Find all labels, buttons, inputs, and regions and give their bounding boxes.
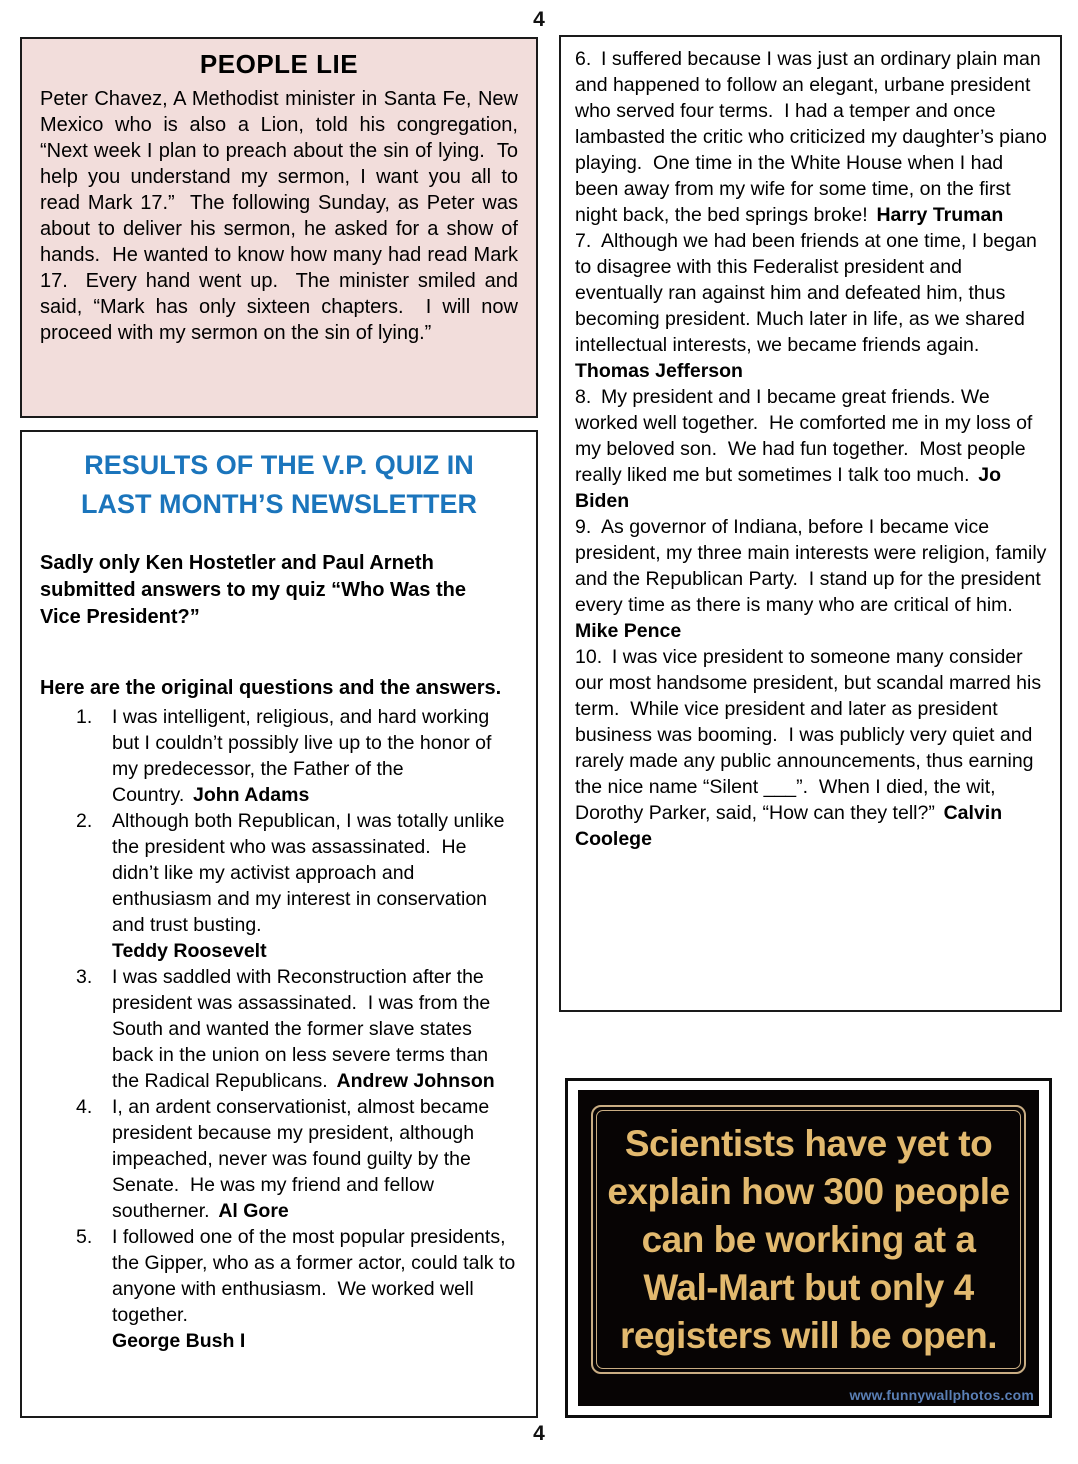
quiz-item <box>38 704 520 808</box>
quiz-item-body <box>112 1094 520 1224</box>
meme-text-line: Scientists have yet to <box>624 1122 993 1164</box>
meme-text-line: Wal-Mart but only 4 <box>643 1266 974 1308</box>
quiz-item-number: 6. <box>575 48 592 70</box>
people-lie-title: PEOPLE LIE <box>199 49 359 79</box>
quiz-item-number: 2. <box>76 810 93 832</box>
quiz-item-text: I was intelligent, religious, and hard working but I couldn’t possibly live up to the honor of my predecessor, the Father of the Country. <box>112 706 497 806</box>
quiz-item <box>38 1094 520 1224</box>
quiz-item-text: My president and I became great friends. We worked well together. He comforted me in my loss of my beloved son. We had fun together. Most people really liked me but sometimes I talk too much. <box>575 386 1038 486</box>
quiz-item-answer: John Adams <box>193 784 310 806</box>
quiz-item <box>575 644 1050 852</box>
meme-photo-area <box>578 1090 1039 1406</box>
quiz-item-answer: Calvin Coolege <box>575 802 1008 850</box>
quiz-item <box>575 514 1050 644</box>
quiz-item-answer: Thomas Jefferson <box>575 360 743 382</box>
quiz-item-body <box>112 808 520 964</box>
quiz-item <box>38 808 520 964</box>
quiz-item-answer: Jo Biden <box>575 464 1007 512</box>
quiz-item-answer: Teddy Roosevelt <box>112 940 267 962</box>
quiz-item-text: Although we had been friends at one time, I began to disagree with this Federalist president and eventually ran against him and defeated him, thus becoming president. Much later in life, as we shared intellectual interests, we became friends again. <box>575 230 1043 356</box>
quiz-item-number: 1. <box>76 706 93 728</box>
quiz-subheading: Here are the original questions and the answers. <box>40 677 502 699</box>
quiz-item-answer: Mike Pence <box>575 620 682 642</box>
quiz-item-answer: Harry Truman <box>876 204 1004 226</box>
quiz-item <box>575 384 1050 514</box>
quiz-item-number: 9. <box>575 516 592 538</box>
quiz-item-body <box>112 704 520 808</box>
quiz-item <box>575 228 1050 384</box>
page-number-top: 4 <box>533 8 545 31</box>
quiz-item-number: 5. <box>76 1226 93 1248</box>
people-lie-body: Peter Chavez, A Methodist minister in Santa Fe, New Mexico who is also a Lion, told his congregation, “Next week I plan to preach about the sin of lying. To help you understand my sermon, I want you all to read Mark 17.” The following Sunday, as Peter was about to deliver his sermon, he asked for a show of hands. He wanted to know how many had read Mark 17. Every hand went up. The minister smiled and said, “Mark has only sixteen chapters. I will now proceed with my sermon on the sin of lying.” <box>40 88 524 344</box>
quiz-item-answer: Andrew Johnson <box>336 1070 495 1092</box>
quiz-item-text: I followed one of the most popular presidents, the Gipper, who as a former actor, could talk to anyone with enthusiasm. We worked well together. <box>112 1226 521 1326</box>
walmart-meme-image <box>565 1078 1052 1418</box>
quiz-item-text: I was vice president to someone many consider our most handsome president, but scandal marred his term. While vice president and later as president business was booming. I was publicly very quiet and rarely made any public announcements, thus earning the nice name “Silent ___”. When I died, the wit, Dorothy Parker, said, “How can they tell?” <box>575 646 1047 824</box>
quiz-item <box>575 46 1053 228</box>
quiz-item-text: I, an ardent conservationist, almost became president because my president, although impeached, never was found guilty by the Senate. He was my friend and fellow southerner. <box>112 1096 495 1222</box>
quiz-item-body <box>112 964 520 1094</box>
quiz-heading: RESULTS OF THE V.P. QUIZ IN LAST MONTH’S NEWSLETTER <box>81 450 477 519</box>
quiz-item-answer: George Bush I <box>112 1330 246 1352</box>
quiz-answer-list <box>38 704 520 1354</box>
meme-text-line: can be working at a <box>641 1218 976 1260</box>
meme-text-line: explain how 300 people <box>607 1170 1010 1212</box>
quiz-item <box>38 1224 520 1354</box>
quiz-item-number: 3. <box>76 966 93 988</box>
meme-frame <box>591 1105 1026 1374</box>
quiz-results-box <box>20 430 538 1418</box>
quiz-item <box>38 964 520 1094</box>
quiz-item-answer: Al Gore <box>218 1200 289 1222</box>
quiz-intro: Sadly only Ken Hostetler and Paul Arneth submitted answers to my quiz “Who Was the Vice President?” <box>40 552 472 628</box>
quiz-item-text: Although both Republican, I was totally unlike the president who was assassinated. He didn’t like my activist approach and enthusiasm and my interest in conservation and trust busting. <box>112 810 510 936</box>
quiz-item-text: I suffered because I was just an ordinary plain man and happened to follow an elegant, urbane president who served four terms. I had a temper and once lambasted the critic who criticized my daughter’s piano playing. One time in the White House when I had been away from my wife for some time, on the first night back, the bed springs broke! <box>575 48 1053 226</box>
people-lie-box <box>20 37 538 418</box>
quiz-item-text: As governor of Indiana, before I became vice president, my three main interests were religion, family and the Republican Party. I stand up for the president every time as there is many who are critical of him. <box>575 516 1052 616</box>
page-number-bottom: 4 <box>533 1422 545 1445</box>
quiz-item-number: 8. <box>575 386 592 408</box>
meme-text-line: registers will be open. <box>619 1314 998 1356</box>
meme-watermark: www.funnywallphotos.com <box>849 1387 1034 1403</box>
quiz-item-number: 4. <box>76 1096 93 1118</box>
quiz-item-body <box>112 1224 520 1354</box>
quiz-item-number: 7. <box>575 230 592 252</box>
quiz-continuation-box <box>559 35 1062 1012</box>
quiz-item-text: I was saddled with Reconstruction after the president was assassinated. I was from the South and wanted the former slave states back in the union on less severe terms than the Radical Republicans. <box>112 966 496 1092</box>
quiz-item-number: 10. <box>575 646 603 668</box>
